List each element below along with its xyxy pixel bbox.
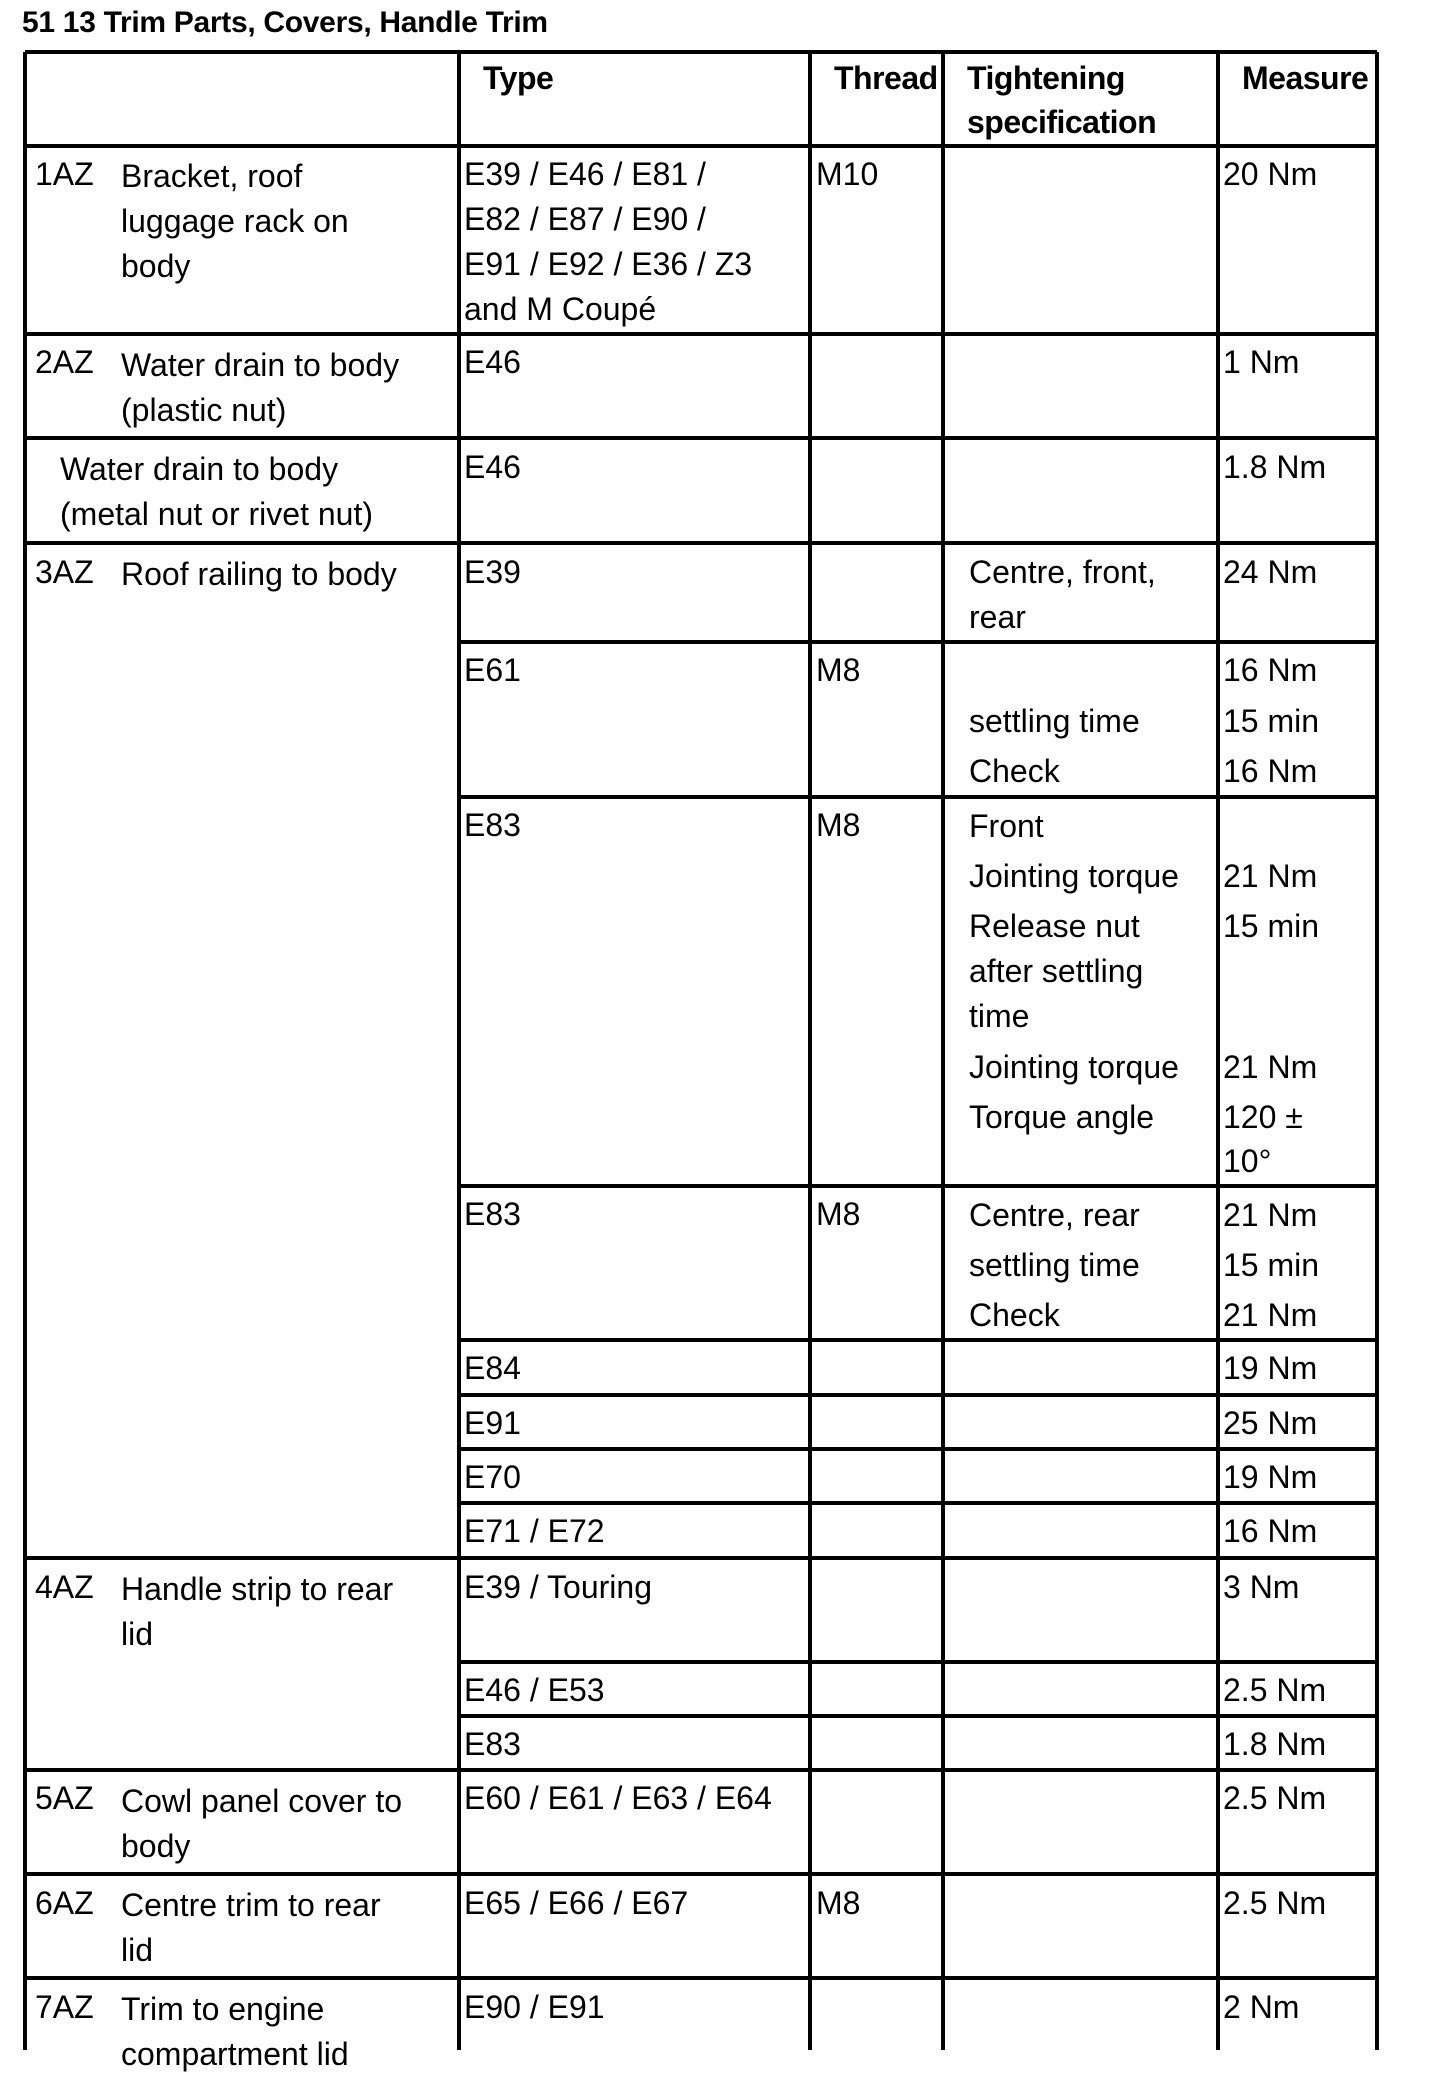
row-type: E39 / E46 / E81 / xyxy=(464,156,706,192)
row-measure: 10° xyxy=(1223,1143,1272,1179)
row-code: 7AZ xyxy=(35,1989,94,2025)
page-title: 51 13 Trim Parts, Covers, Handle Trim xyxy=(22,6,548,39)
row-type: E39 xyxy=(464,554,521,590)
row-thread: M8 xyxy=(816,1885,861,1921)
row-thread: M8 xyxy=(816,807,861,843)
row-measure: 2.5 Nm xyxy=(1223,1672,1327,1708)
row-description: Centre trim to rear xyxy=(121,1887,381,1923)
row-measure: 15 min xyxy=(1223,908,1320,944)
row-measure: 1.8 Nm xyxy=(1223,449,1327,485)
row-measure: 20 Nm xyxy=(1223,156,1318,192)
row-type: E65 / E66 / E67 xyxy=(464,1885,689,1921)
row-spec: Check xyxy=(969,1297,1060,1333)
row-spec: Centre, front, xyxy=(969,554,1156,590)
row-measure: 15 min xyxy=(1223,703,1320,739)
row-description: Trim to engine xyxy=(121,1991,325,2027)
row-description: compartment lid xyxy=(121,2036,349,2072)
row-type: E46 xyxy=(464,449,521,485)
row-measure: 120 ± xyxy=(1223,1099,1303,1135)
row-spec: Centre, rear xyxy=(969,1197,1140,1233)
row-type: E90 / E91 xyxy=(464,1989,605,2025)
row-measure: 24 Nm xyxy=(1223,554,1318,590)
row-measure: 19 Nm xyxy=(1223,1350,1318,1386)
row-type: E91 / E92 / E36 / Z3 xyxy=(464,246,753,282)
row-spec: time xyxy=(969,998,1030,1034)
row-spec: rear xyxy=(969,599,1026,635)
row-description: Water drain to body xyxy=(121,347,400,383)
row-measure: 1 Nm xyxy=(1223,344,1300,380)
row-description: luggage rack on xyxy=(121,203,349,239)
row-thread: M8 xyxy=(816,1196,861,1232)
row-measure: 21 Nm xyxy=(1223,858,1318,894)
row-measure: 16 Nm xyxy=(1223,753,1318,789)
row-description: Water drain to body xyxy=(60,451,339,487)
row-type: and M Coupé xyxy=(464,291,657,327)
row-spec: settling time xyxy=(969,1247,1140,1283)
row-description: Roof railing to body xyxy=(121,556,397,592)
row-measure: 21 Nm xyxy=(1223,1197,1318,1233)
row-type: E70 xyxy=(464,1459,521,1495)
row-type: E39 / Touring xyxy=(464,1569,652,1605)
row-measure: 15 min xyxy=(1223,1247,1320,1283)
row-type: E46 / E53 xyxy=(464,1672,605,1708)
row-type: E83 xyxy=(464,1726,521,1762)
row-type: E83 xyxy=(464,807,521,843)
row-measure: 2 Nm xyxy=(1223,1989,1300,2025)
row-measure: 19 Nm xyxy=(1223,1459,1318,1495)
row-type: E91 xyxy=(464,1405,521,1441)
row-measure: 3 Nm xyxy=(1223,1569,1300,1605)
row-spec: Jointing torque xyxy=(969,858,1179,894)
row-description: lid xyxy=(121,1616,154,1652)
row-description: (metal nut or rivet nut) xyxy=(60,496,373,532)
row-code: 6AZ xyxy=(35,1885,94,1921)
row-measure: 21 Nm xyxy=(1223,1049,1318,1085)
row-measure: 2.5 Nm xyxy=(1223,1885,1327,1921)
row-type: E83 xyxy=(464,1196,521,1232)
row-description: Bracket, roof xyxy=(121,158,303,194)
row-type: E82 / E87 / E90 / xyxy=(464,201,706,237)
row-measure: 1.8 Nm xyxy=(1223,1726,1327,1762)
row-measure: 21 Nm xyxy=(1223,1297,1318,1333)
row-thread: M8 xyxy=(816,652,861,688)
header-thread: Thread xyxy=(834,60,938,96)
row-measure: 25 Nm xyxy=(1223,1405,1318,1441)
row-type: E84 xyxy=(464,1350,521,1386)
row-code: 3AZ xyxy=(35,554,94,590)
header-tightening: Tightening xyxy=(967,60,1125,96)
row-description: Cowl panel cover to xyxy=(121,1783,403,1819)
row-measure: 16 Nm xyxy=(1223,652,1318,688)
row-type: E71 / E72 xyxy=(464,1513,605,1549)
row-description: (plastic nut) xyxy=(121,392,287,428)
row-description: lid xyxy=(121,1932,154,1968)
row-spec: settling time xyxy=(969,703,1140,739)
row-code: 1AZ xyxy=(35,156,94,192)
row-description: body xyxy=(121,1828,191,1864)
row-type: E60 / E61 / E63 / E64 xyxy=(464,1780,772,1816)
row-type: E61 xyxy=(464,652,521,688)
row-spec: Jointing torque xyxy=(969,1049,1179,1085)
row-spec: Torque angle xyxy=(969,1099,1155,1135)
row-measure: 16 Nm xyxy=(1223,1513,1318,1549)
row-type: E46 xyxy=(464,344,521,380)
row-spec: after settling xyxy=(969,953,1144,989)
row-description: body xyxy=(121,248,191,284)
row-code: 5AZ xyxy=(35,1780,94,1816)
row-code: 2AZ xyxy=(35,344,94,380)
row-thread: M10 xyxy=(816,156,879,192)
header-measure: Measure xyxy=(1242,60,1369,96)
row-measure: 2.5 Nm xyxy=(1223,1780,1327,1816)
header-type: Type xyxy=(483,60,554,96)
row-spec: Check xyxy=(969,753,1060,789)
header-specification: specification xyxy=(967,104,1157,140)
row-code: 4AZ xyxy=(35,1569,94,1605)
row-description: Handle strip to rear xyxy=(121,1571,394,1607)
row-spec: Release nut xyxy=(969,908,1140,944)
row-spec: Front xyxy=(969,808,1044,844)
